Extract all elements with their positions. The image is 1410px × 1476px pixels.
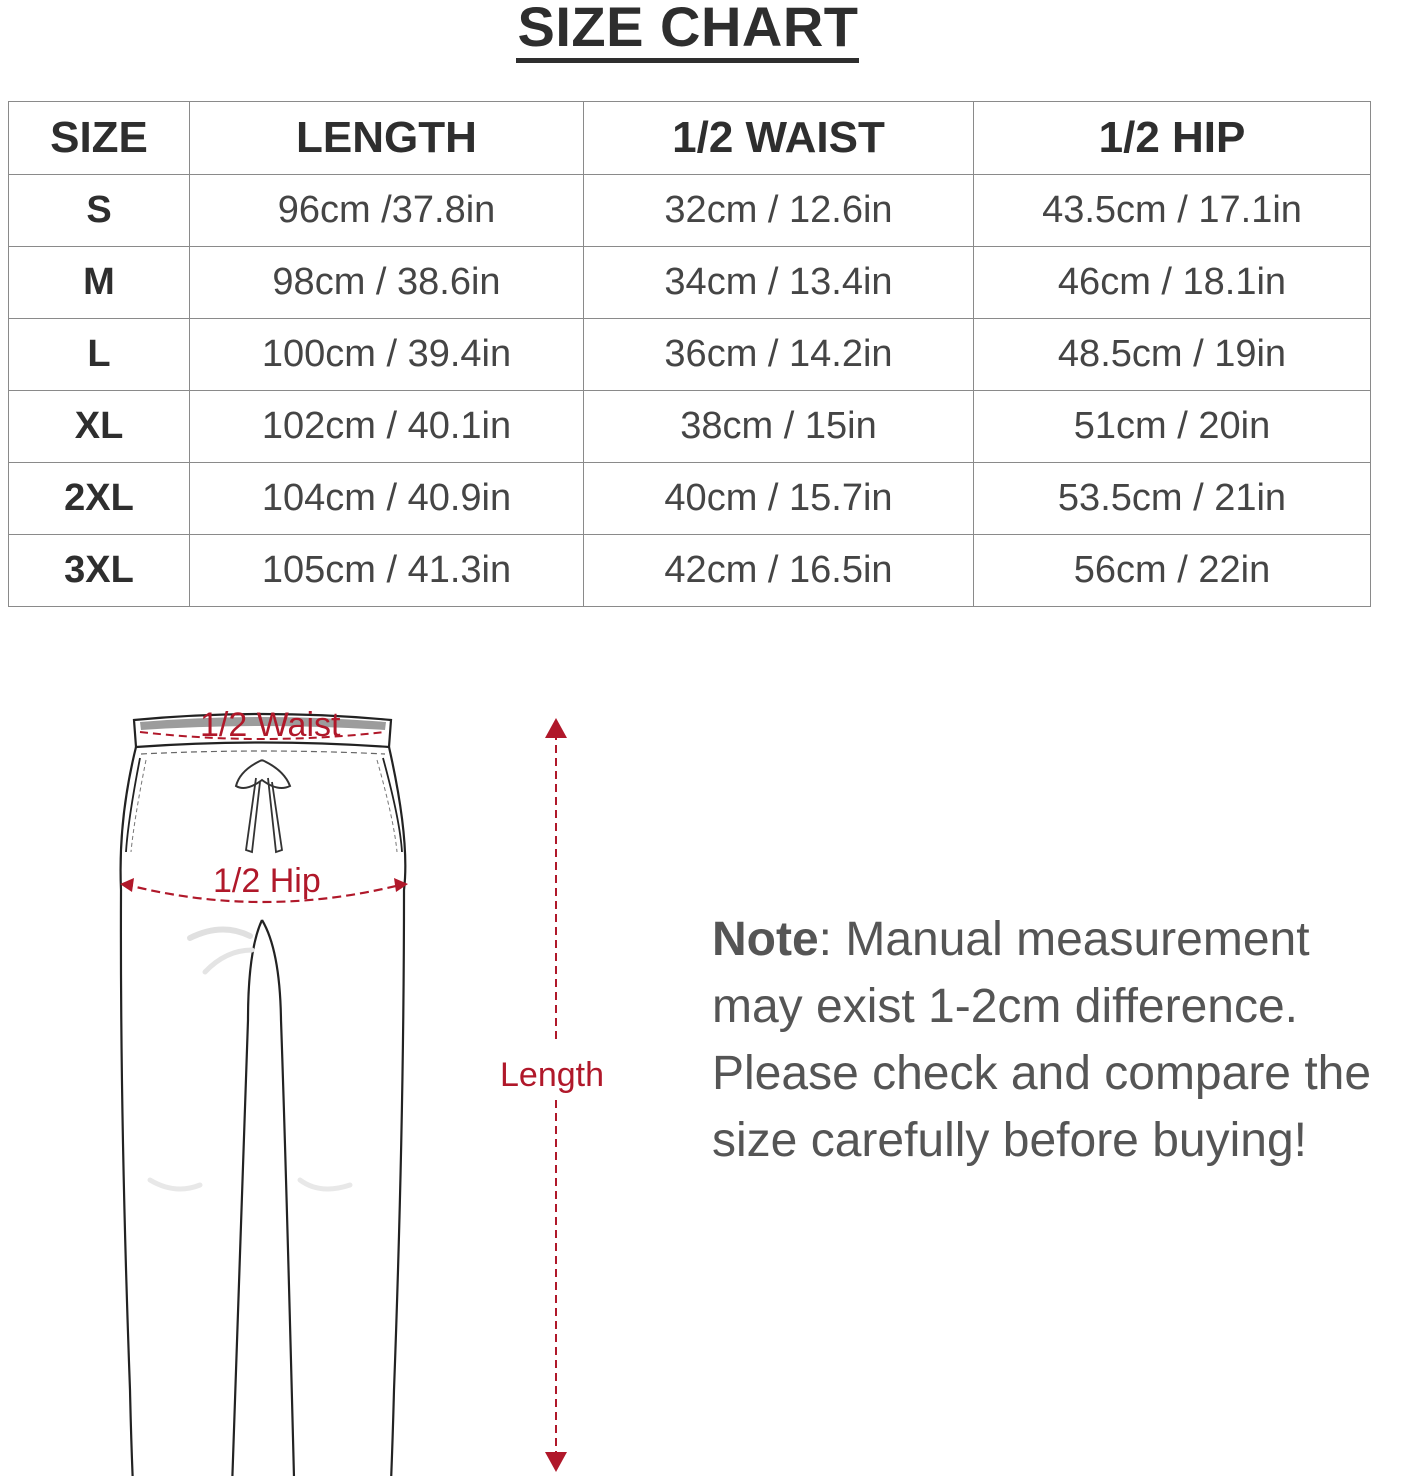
waist-label: 1/2 Waist <box>200 706 341 744</box>
title-underline <box>516 58 859 63</box>
size-table <box>8 101 1371 607</box>
hip-arrow-left-icon <box>120 878 134 892</box>
table-row <box>9 175 1371 247</box>
pants-measurement-diagram <box>0 620 700 1476</box>
waist-cell: 42cm / 16.5in <box>584 535 974 607</box>
size-cell: M <box>9 247 190 319</box>
length-cell: 105cm / 41.3in <box>190 535 584 607</box>
waist-cell: 36cm / 14.2in <box>584 319 974 391</box>
size-cell: 2XL <box>9 463 190 535</box>
right-leg-outline <box>372 747 405 1476</box>
hip-cell: 43.5cm / 17.1in <box>974 175 1371 247</box>
table-row <box>9 463 1371 535</box>
length-arrow-up-icon <box>545 718 567 738</box>
left-leg-outline <box>121 747 156 1476</box>
header-size: SIZE <box>9 102 190 175</box>
waist-cell: 32cm / 12.6in <box>584 175 974 247</box>
hip-cell: 56cm / 22in <box>974 535 1371 607</box>
hip-label: 1/2 Hip <box>213 862 321 900</box>
hip-cell: 53.5cm / 21in <box>974 463 1371 535</box>
size-cell: 3XL <box>9 535 190 607</box>
header-length: LENGTH <box>190 102 584 175</box>
length-cell: 102cm / 40.1in <box>190 391 584 463</box>
pants-illustration <box>0 620 700 1476</box>
hip-cell: 51cm / 20in <box>974 391 1371 463</box>
table-row <box>9 319 1371 391</box>
measurement-note <box>712 906 1410 1174</box>
page-title: SIZE CHART <box>517 0 859 58</box>
waist-cell: 38cm / 15in <box>584 391 974 463</box>
table-row <box>9 247 1371 319</box>
length-arrow-down-icon <box>545 1452 567 1472</box>
header-half-waist: 1/2 WAIST <box>584 102 974 175</box>
length-cell: 100cm / 39.4in <box>190 319 584 391</box>
note-label: Note <box>712 913 819 966</box>
table-header-row <box>9 102 1371 175</box>
size-cell: L <box>9 319 190 391</box>
table-row <box>9 391 1371 463</box>
length-label: Length <box>500 1056 604 1094</box>
hip-cell: 46cm / 18.1in <box>974 247 1371 319</box>
size-cell: XL <box>9 391 190 463</box>
size-cell: S <box>9 175 190 247</box>
header-half-hip: 1/2 HIP <box>974 102 1371 175</box>
inseam <box>224 920 262 1476</box>
waist-cell: 34cm / 13.4in <box>584 247 974 319</box>
table-row <box>9 535 1371 607</box>
drawstring <box>236 760 290 788</box>
hip-cell: 48.5cm / 19in <box>974 319 1371 391</box>
length-cell: 98cm / 38.6in <box>190 247 584 319</box>
length-cell: 96cm /37.8in <box>190 175 584 247</box>
waist-cell: 40cm / 15.7in <box>584 463 974 535</box>
length-cell: 104cm / 40.9in <box>190 463 584 535</box>
note-text: : Manual measurement may exist 1-2cm difference. Please check and compare the size carefully before buying! <box>712 913 1372 1167</box>
